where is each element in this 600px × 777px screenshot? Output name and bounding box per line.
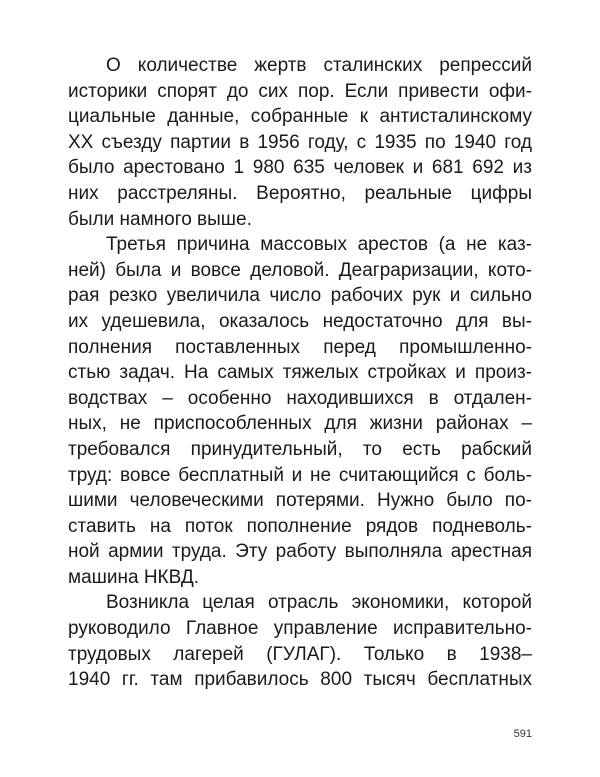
paragraph: [68, 53, 532, 232]
text-line: Возникла целая отрасль экономики, которой: [106, 592, 532, 614]
text-line: были намного выше.: [68, 208, 252, 230]
text-line: них расстреляны. Вероятно, реальные цифры: [68, 182, 532, 204]
text-line: О количестве жертв сталинских репрессий: [106, 55, 532, 76]
text-line: труд: вовсе бесплатный и не считающийся с боль-: [68, 464, 532, 486]
text-line: Третья причина массовых арестов (а не каз-: [106, 234, 532, 256]
text-line: их удешевила, оказалось недостаточно для вы-: [68, 310, 532, 332]
paragraph: [68, 232, 532, 590]
text-line: XX съезду партии в 1956 году, с 1935 по 1940 год: [68, 131, 532, 153]
paragraph: [68, 590, 532, 692]
text-line: машина НКВД.: [68, 566, 200, 588]
text-line: 1940 гг. там прибавилось 800 тысяч бесплатных: [68, 669, 532, 691]
page-body: [68, 53, 532, 693]
text-line: ней) была и вовсе деловой. Деаграризации, кото-: [68, 259, 532, 281]
text-line: ных, не приспособленных для жизни районах –: [68, 413, 532, 435]
text-line: циальные данные, собранные к антисталинскому: [68, 106, 532, 128]
text-line: ной армии труда. Эту работу выполняла арестная: [68, 541, 532, 563]
text-line: историки спорят до сих пор. Если привести офи-: [68, 80, 532, 102]
text-line: стью задач. На самых тяжелых стройках и произ-: [68, 362, 532, 384]
text-line: требовался принудительный, то есть рабский: [68, 438, 532, 460]
text-line: рая резко увеличила число рабочих рук и сильно: [68, 285, 532, 307]
text-line: полнения поставленных перед промышленно-: [68, 336, 532, 358]
text-line: ставить на поток пополнение рядов подневоль-: [68, 515, 532, 537]
text-line: руководило Главное управление исправительно-: [68, 618, 532, 640]
text-line: водствах – особенно находившихся в отдален-: [68, 387, 532, 409]
text-line: шими человеческими потерями. Нужно было по-: [68, 490, 532, 512]
text-line: трудовых лагерей (ГУЛАГ). Только в 1938–: [68, 643, 532, 665]
page-number: 591: [513, 728, 532, 740]
text-line: было арестовано 1 980 635 человек и 681 692 из: [68, 157, 532, 179]
